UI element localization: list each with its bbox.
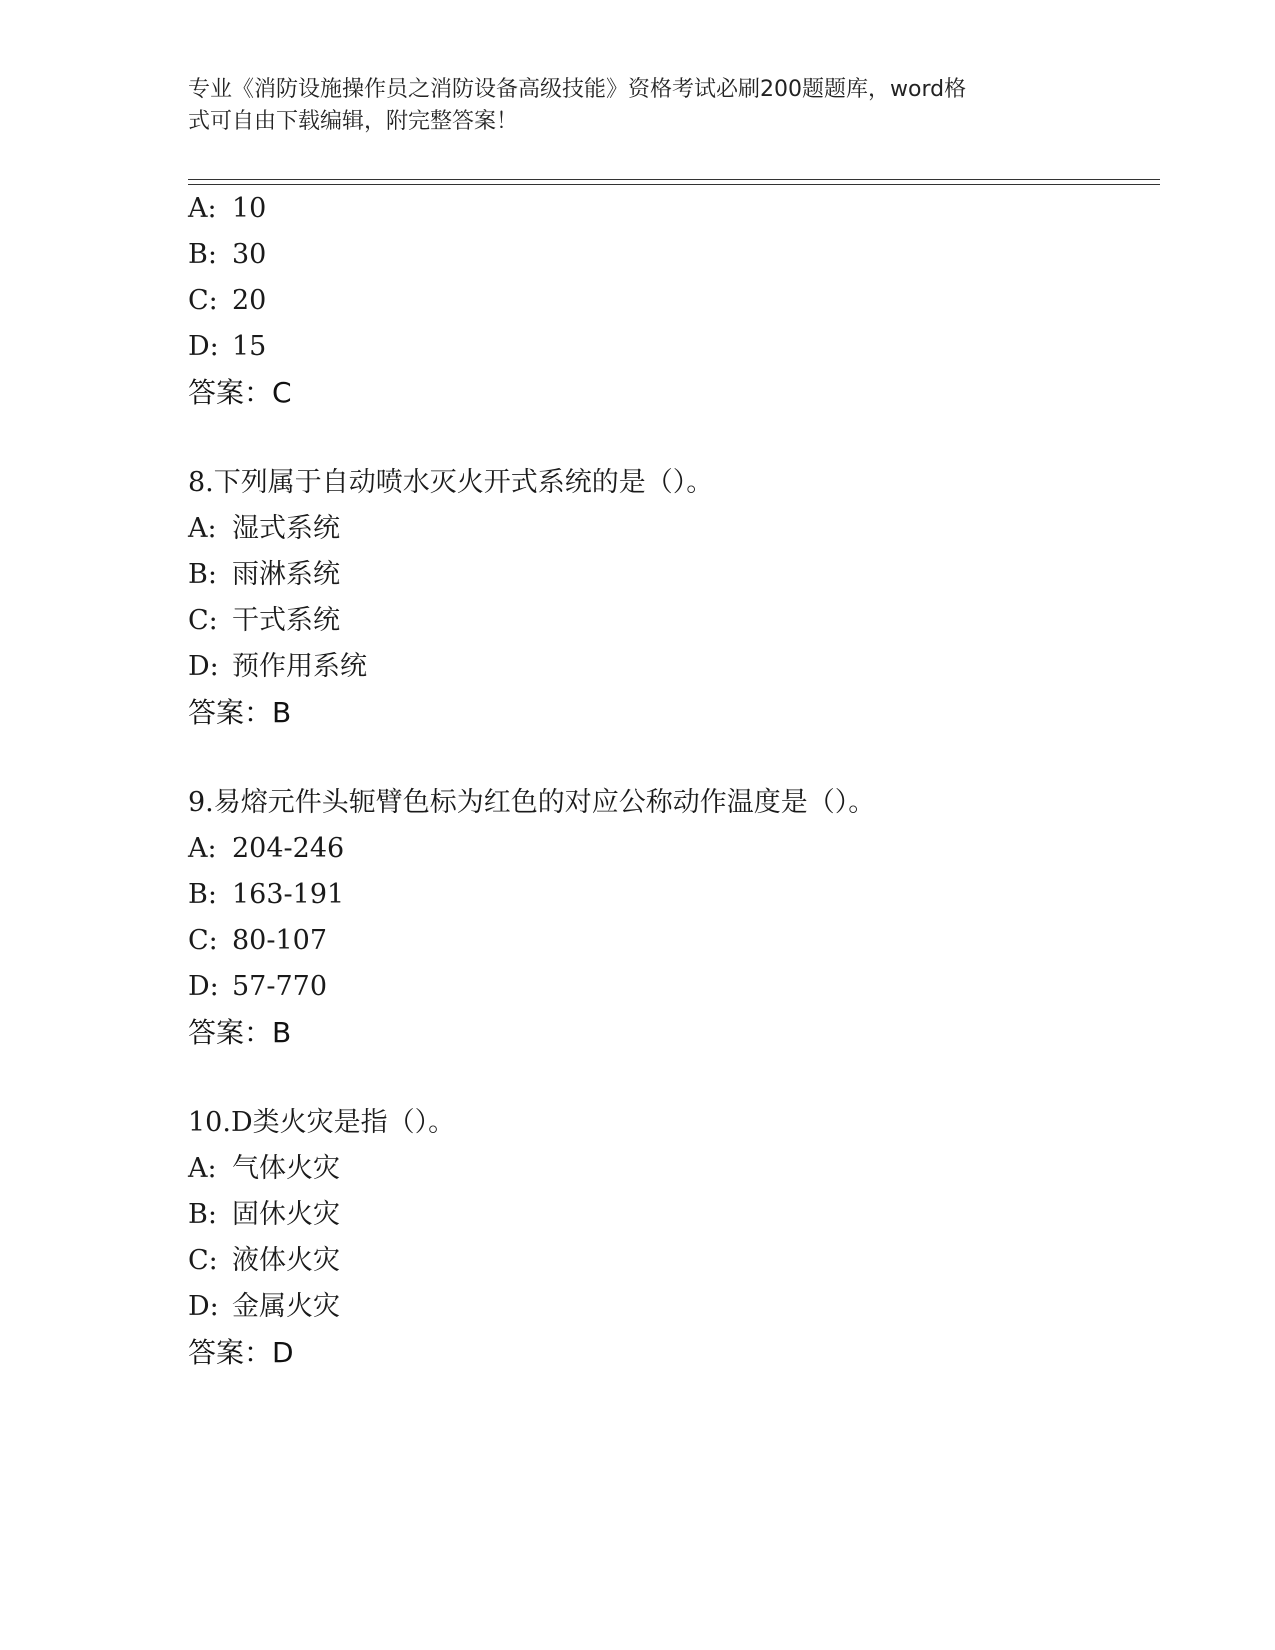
option-text: 10 (232, 193, 267, 224)
option-a (188, 1146, 1168, 1192)
option-d (188, 964, 1168, 1010)
header-divider-top (188, 179, 1160, 180)
option-b (188, 1192, 1168, 1238)
option-b (188, 552, 1168, 598)
option-a (188, 506, 1168, 552)
option-key: A: (188, 193, 217, 224)
answer-line: 答案：B (188, 1016, 292, 1049)
option-d (188, 644, 1168, 690)
option-text: 湿式系统 (232, 513, 340, 544)
answer-line: 答案：C (188, 376, 292, 409)
option-key: A: (188, 513, 217, 544)
question-block-9 (188, 780, 1168, 1056)
option-d (188, 324, 1168, 370)
header-line-2: 式可自由下载编辑，附完整答案！ (188, 109, 519, 134)
option-key: C: (188, 925, 218, 956)
option-key: B: (188, 559, 217, 590)
option-text: 气体火灾 (232, 1153, 340, 1184)
option-key: B: (188, 1199, 217, 1230)
option-text: 20 (232, 285, 267, 316)
option-text: 固休火灾 (232, 1199, 340, 1230)
option-text: 金属火灾 (232, 1291, 340, 1322)
header-divider-bottom (188, 184, 1160, 185)
option-key: C: (188, 285, 218, 316)
question-block-7 (188, 186, 1168, 416)
option-text: 液体火灾 (232, 1245, 340, 1276)
option-c (188, 278, 1168, 324)
option-key: C: (188, 605, 218, 636)
option-text: 15 (232, 331, 267, 362)
option-text: 57-770 (232, 971, 328, 1002)
option-key: D: (188, 1291, 219, 1322)
question-list (188, 186, 1168, 1376)
option-key: D: (188, 971, 219, 1002)
option-key: C: (188, 1245, 218, 1276)
option-a (188, 826, 1168, 872)
option-d (188, 1284, 1168, 1330)
option-key: D: (188, 651, 219, 682)
option-b (188, 232, 1168, 278)
option-key: B: (188, 239, 217, 270)
option-key: D: (188, 331, 219, 362)
option-text: 雨淋系统 (232, 559, 340, 590)
option-text: 204-246 (232, 833, 345, 864)
option-b (188, 872, 1168, 918)
option-key: B: (188, 879, 217, 910)
option-text: 预作用系统 (232, 651, 367, 682)
answer-line: 答案：B (188, 696, 292, 729)
question-text: 10.D类火灾是指（）。 (188, 1107, 456, 1138)
option-key: A: (188, 833, 217, 864)
option-a (188, 186, 1168, 232)
option-text: 30 (232, 239, 267, 270)
option-c (188, 598, 1168, 644)
option-text: 干式系统 (232, 605, 340, 636)
header-line-1: 专业《消防设施操作员之消防设备高级技能》资格考试必刷200题题库，word格 (188, 77, 967, 102)
question-block-8 (188, 460, 1168, 736)
option-c (188, 1238, 1168, 1284)
document-header (188, 74, 1088, 138)
option-text: 80-107 (232, 925, 328, 956)
option-key: A: (188, 1153, 217, 1184)
question-block-10 (188, 1100, 1168, 1376)
question-text: 9.易熔元件头轭臂色标为红色的对应公称动作温度是（）。 (188, 787, 876, 818)
question-text: 8.下列属于自动喷水灭火开式系统的是（）。 (188, 467, 714, 498)
option-c (188, 918, 1168, 964)
answer-line: 答案：D (188, 1336, 294, 1369)
option-text: 163-191 (232, 879, 345, 910)
